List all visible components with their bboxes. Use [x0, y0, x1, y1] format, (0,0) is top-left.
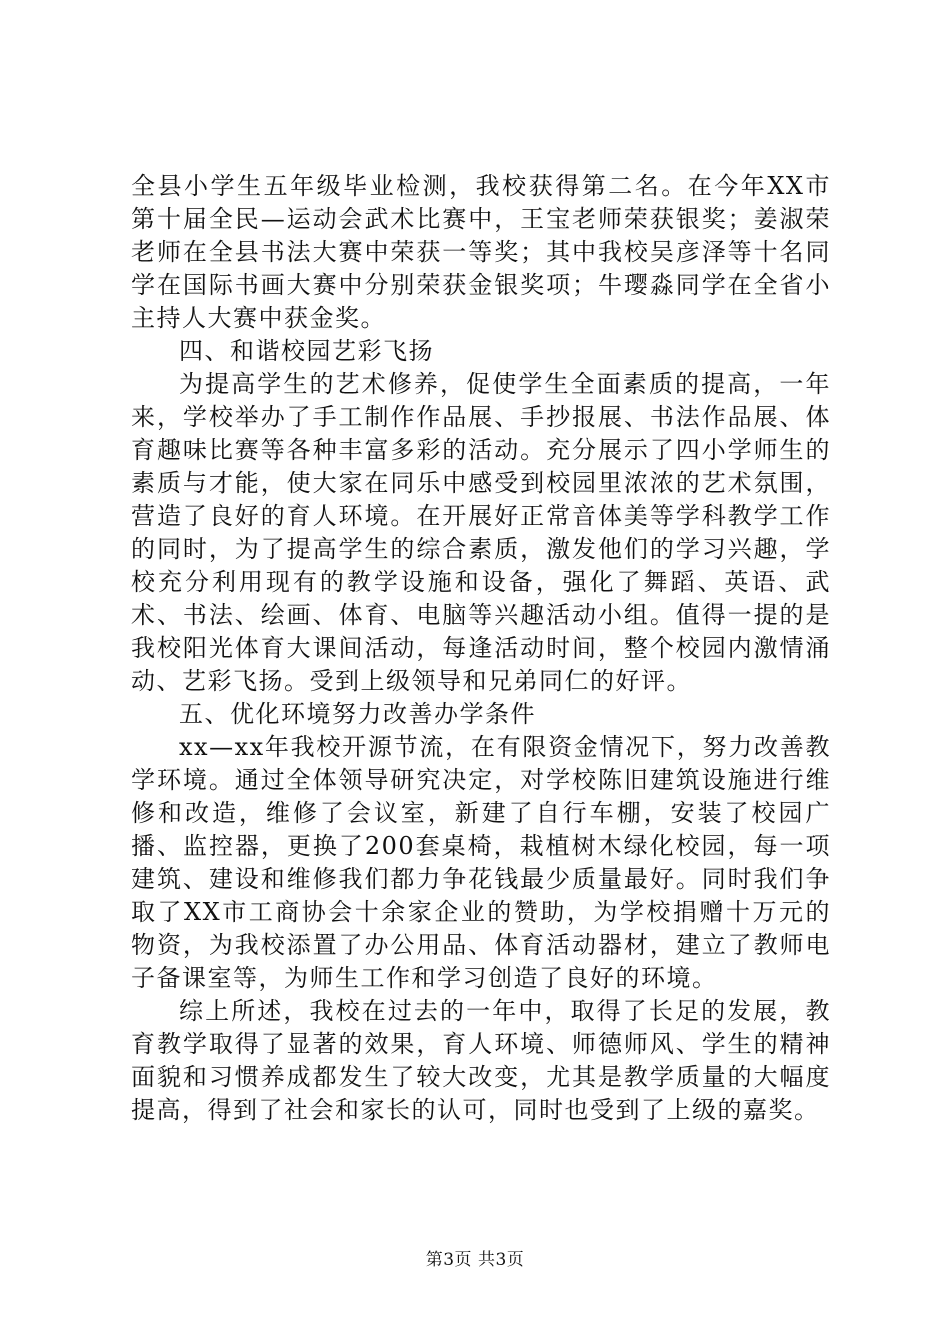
- paragraph-awards-continued: 全县小学生五年级毕业检测，我校获得第二名。在今年XX市第十届全民—运动会武术比赛中，王宝老师荣获银奖；姜淑荣老师在全县书法大赛中荣获一等奖；其中我校吴彦泽等十名同学在国际书画大赛中分别荣获金银奖项；牛璎淼同学在全省小主持人大赛中获金奖。: [131, 172, 831, 332]
- section-heading-arts: 四、和谐校园艺彩飞扬: [179, 337, 434, 365]
- paragraph-summary: 综上所述，我校在过去的一年中，取得了长足的发展，教育教学取得了显著的效果，育人环境、师德师风、学生的精神面貌和习惯养成都发生了较大改变，尤其是教学质量的大幅度提高，得到了社会和家长的认可，同时也受到了上级的嘉奖。: [131, 997, 831, 1124]
- section-heading-environment: 五、优化环境努力改善办学条件: [179, 700, 536, 728]
- paragraph-environment: xx—xx年我校开源节流，在有限资金情况下，努力改善教学环境。通过全体领导研究决定，对学校陈旧建筑设施进行维修和改造，维修了会议室，新建了自行车棚，安装了校园广播、监控器，更换了200套桌椅，栽植树木绿化校园，每一项建筑、建设和维修我们都力争花钱最少质量最好。同时我们争取了XX市工商协会十余家企业的赞助，为学校捐赠十万元的物资，为我校添置了办公用品、体育活动器材，建立了教师电子备课室等，为师生工作和学习创造了良好的环境。: [131, 733, 831, 992]
- page-footer: 第3页 共3页: [425, 1250, 525, 1270]
- document-body: [131, 170, 831, 1127]
- paragraph-arts: 为提高学生的艺术修养，促使学生全面素质的提高，一年来，学校举办了手工制作作品展、手抄报展、书法作品展、体育趣味比赛等各种丰富多彩的活动。充分展示了四小学师生的素质与才能，使大家在同乐中感受到校园里浓浓的艺术氛围，营造了良好的育人环境。在开展好正常音体美等学科教学工作的同时，为了提高学生的综合素质，激发他们的学习兴趣，学校充分利用现有的教学设施和设备，强化了舞蹈、英语、武术、书法、绘画、体育、电脑等兴趣活动小组。值得一提的是我校阳光体育大课间活动，每逢活动时间，整个校园内激情涌动、艺彩飞扬。受到上级领导和兄弟同仁的好评。: [131, 370, 831, 695]
